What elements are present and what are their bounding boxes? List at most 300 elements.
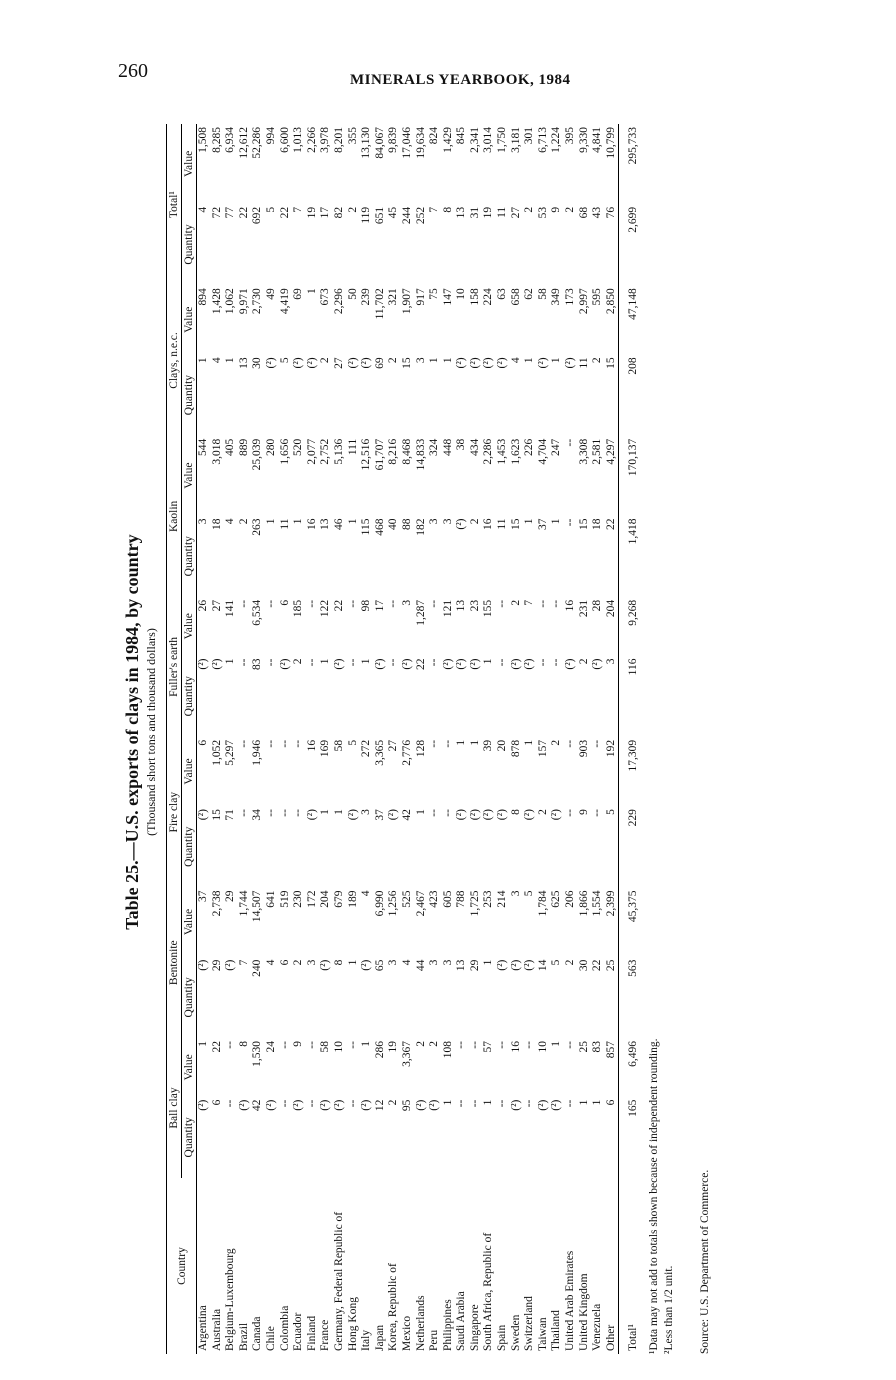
quantity-cell: -- bbox=[224, 1099, 237, 1108]
value-cell: -- bbox=[278, 1041, 291, 1049]
quantity-cell: 1 bbox=[577, 1099, 590, 1106]
value-cell: 121 bbox=[441, 599, 454, 618]
value-cell: 1 bbox=[197, 1041, 209, 1047]
value-cell: 172 bbox=[305, 890, 318, 908]
value-cell: 788 bbox=[455, 890, 468, 908]
value-cell: 2,296 bbox=[332, 288, 345, 315]
quantity-cell: (²) bbox=[523, 809, 536, 821]
value-cell: 878 bbox=[509, 739, 522, 758]
value-cell: 204 bbox=[319, 890, 332, 908]
country-cell: Philippines bbox=[441, 1299, 454, 1351]
quantity-cell: -- bbox=[428, 658, 441, 667]
value-cell: 57 bbox=[482, 1041, 495, 1053]
value-cell: 19,634 bbox=[414, 127, 427, 159]
value-cell: 1 bbox=[305, 288, 318, 294]
value-cell: 6 bbox=[278, 599, 291, 606]
value-cell: 2,341 bbox=[468, 127, 481, 153]
value-cell: -- bbox=[264, 599, 277, 608]
value-cell: 75 bbox=[428, 288, 441, 300]
quantity-cell: (²) bbox=[455, 809, 468, 821]
country-cell: Venezuela bbox=[591, 1303, 604, 1351]
quantity-cell: (²) bbox=[428, 1099, 441, 1111]
value-cell: 658 bbox=[509, 288, 522, 306]
value-cell: 8 bbox=[237, 1041, 250, 1047]
table-row bbox=[537, 124, 551, 1354]
quantity-cell: (²) bbox=[305, 809, 318, 821]
quantity-cell: 1 bbox=[441, 1099, 454, 1106]
quantity-cell: 2 bbox=[292, 658, 305, 665]
quantity-cell: 29 bbox=[210, 959, 223, 972]
quantity-cell: 15 bbox=[509, 518, 522, 531]
value-cell: 1,453 bbox=[496, 438, 509, 465]
value-cell: 1,224 bbox=[550, 127, 563, 153]
table-row bbox=[428, 124, 442, 1354]
value-cell: 1,530 bbox=[251, 1041, 264, 1067]
value-cell: 2,776 bbox=[400, 739, 413, 766]
quantity-cell: 16 bbox=[482, 518, 495, 531]
clay-exports-table bbox=[166, 124, 641, 1354]
value-cell: -- bbox=[387, 599, 400, 608]
value-cell: 4,704 bbox=[536, 438, 549, 465]
quantity-cell: 42 bbox=[400, 809, 413, 821]
value-cell: 23 bbox=[468, 599, 481, 612]
quantity-cell: (²) bbox=[523, 959, 536, 971]
value-cell: 1,429 bbox=[441, 127, 454, 153]
quantity-cell: (²) bbox=[346, 809, 359, 821]
table-row bbox=[496, 124, 510, 1354]
quantity-cell: 37 bbox=[373, 809, 386, 821]
value-cell: 7 bbox=[523, 599, 536, 606]
table-row bbox=[238, 124, 252, 1354]
quantity-cell: 29 bbox=[468, 959, 481, 972]
quantity-subheader: Quantity bbox=[182, 204, 197, 285]
quantity-cell: 45 bbox=[387, 206, 400, 219]
value-cell: 62 bbox=[523, 288, 536, 300]
quantity-cell: 88 bbox=[400, 518, 413, 531]
country-cell: Japan bbox=[373, 1324, 386, 1351]
country-cell: United Kingdom bbox=[577, 1273, 590, 1351]
value-cell: 6,713 bbox=[536, 127, 549, 153]
value-cell: 45,375 bbox=[619, 887, 641, 956]
quantity-cell: 2 bbox=[564, 206, 577, 213]
quantity-cell: 13 bbox=[455, 206, 468, 219]
quantity-cell: (²) bbox=[550, 1099, 563, 1111]
quantity-cell: 116 bbox=[619, 656, 641, 737]
quantity-cell: 3 bbox=[197, 518, 209, 525]
value-cell: 4,297 bbox=[604, 438, 617, 465]
quantity-cell: (²) bbox=[509, 959, 522, 971]
value-cell: 272 bbox=[360, 739, 373, 758]
quantity-cell: (²) bbox=[360, 1099, 373, 1111]
quantity-cell: (²) bbox=[509, 1099, 522, 1111]
value-cell: 9,839 bbox=[387, 127, 400, 153]
quantity-cell: 468 bbox=[373, 518, 386, 536]
value-cell: 2,752 bbox=[319, 438, 332, 465]
quantity-cell: -- bbox=[305, 1099, 318, 1108]
quantity-cell: (²) bbox=[360, 357, 373, 369]
value-cell: 1,744 bbox=[237, 890, 250, 917]
quantity-cell: (²) bbox=[468, 357, 481, 369]
quantity-cell: -- bbox=[387, 658, 400, 667]
value-cell: -- bbox=[564, 739, 577, 748]
value-cell: 9,330 bbox=[577, 127, 590, 153]
quantity-cell: 3 bbox=[305, 959, 318, 966]
quantity-cell: 15 bbox=[210, 809, 223, 821]
value-cell: 2 bbox=[428, 1041, 441, 1047]
quantity-cell: (²) bbox=[387, 809, 400, 821]
table-row bbox=[578, 124, 592, 1354]
value-cell: -- bbox=[224, 1041, 237, 1049]
value-cell: 1,062 bbox=[224, 288, 237, 315]
quantity-cell: 22 bbox=[237, 206, 250, 219]
quantity-cell: -- bbox=[264, 658, 277, 667]
country-cell: United Arab Emirates bbox=[564, 1250, 577, 1351]
value-cell: 20 bbox=[496, 739, 509, 752]
value-cell: 1,287 bbox=[414, 599, 427, 626]
table-row bbox=[265, 124, 279, 1354]
quantity-cell: (²) bbox=[264, 1099, 277, 1111]
value-cell: 22 bbox=[210, 1041, 223, 1053]
table-title: Table 25.—U.S. exports of clays in 1984, by country bbox=[122, 534, 142, 930]
value-cell: 98 bbox=[360, 599, 373, 612]
quantity-cell: 4 bbox=[210, 357, 223, 364]
rotated-table-block bbox=[120, 102, 730, 1362]
value-cell: 58 bbox=[536, 288, 549, 300]
column-group-header: Ball clay bbox=[167, 1038, 182, 1178]
value-cell: 889 bbox=[237, 438, 250, 457]
value-cell: 1 bbox=[455, 739, 468, 746]
column-group-header: Kaolin bbox=[167, 436, 182, 597]
quantity-cell: 5 bbox=[278, 357, 291, 364]
quantity-cell: -- bbox=[428, 809, 441, 817]
quantity-cell: 19 bbox=[305, 206, 318, 219]
quantity-cell: -- bbox=[292, 809, 305, 817]
quantity-cell: 3 bbox=[441, 518, 454, 525]
quantity-cell: 2 bbox=[387, 1099, 400, 1106]
value-cell: 405 bbox=[224, 438, 237, 457]
value-cell: 111 bbox=[346, 438, 359, 456]
value-cell: -- bbox=[428, 739, 441, 748]
value-cell: 128 bbox=[414, 739, 427, 758]
column-group-header: Clays, n.e.c. bbox=[167, 285, 182, 436]
quantity-cell: 83 bbox=[251, 658, 264, 671]
value-cell: 2,730 bbox=[251, 288, 264, 315]
value-cell: 26 bbox=[197, 599, 209, 612]
quantity-cell: 95 bbox=[400, 1099, 413, 1112]
value-cell: 3,014 bbox=[482, 127, 495, 153]
quantity-cell: (²) bbox=[468, 809, 481, 821]
value-cell: 230 bbox=[292, 890, 305, 908]
value-cell: 49 bbox=[264, 288, 277, 300]
value-cell: -- bbox=[564, 1041, 577, 1049]
quantity-cell: 27 bbox=[332, 357, 345, 369]
quantity-cell: 1 bbox=[346, 959, 359, 966]
value-cell: 27 bbox=[387, 739, 400, 752]
quantity-cell: -- bbox=[564, 1099, 577, 1108]
value-cell: 204 bbox=[604, 599, 617, 618]
value-cell: 22 bbox=[332, 599, 345, 612]
quantity-cell: 65 bbox=[373, 959, 386, 972]
value-cell: 14,507 bbox=[251, 890, 264, 923]
quantity-cell: (²) bbox=[536, 357, 549, 369]
quantity-cell: (²) bbox=[536, 1099, 549, 1111]
footnote-1: ¹Data may not add to totals shown because of independent rounding. bbox=[648, 1038, 660, 1354]
quantity-cell: 22 bbox=[414, 658, 427, 671]
value-cell: 8,216 bbox=[387, 438, 400, 465]
quantity-cell: 1 bbox=[482, 959, 495, 966]
value-cell: -- bbox=[428, 599, 441, 608]
value-cell: 206 bbox=[564, 890, 577, 908]
value-cell: 29 bbox=[224, 890, 237, 902]
quantity-cell: 11 bbox=[577, 357, 590, 369]
country-cell: Argentina bbox=[197, 1305, 209, 1351]
value-cell: 147 bbox=[441, 288, 454, 306]
table-row bbox=[415, 124, 429, 1354]
quantity-cell: (²) bbox=[305, 357, 318, 369]
quantity-cell: -- bbox=[278, 809, 291, 817]
country-cell: Belgium-Luxembourg bbox=[224, 1248, 237, 1351]
quantity-cell: 1,418 bbox=[619, 516, 641, 597]
quantity-cell: 15 bbox=[604, 357, 617, 369]
quantity-cell: 30 bbox=[251, 357, 264, 369]
table-row bbox=[292, 124, 306, 1354]
value-cell: 1,656 bbox=[278, 438, 291, 465]
value-cell: -- bbox=[237, 739, 250, 748]
value-cell: 280 bbox=[264, 438, 277, 457]
value-cell: 324 bbox=[428, 438, 441, 457]
quantity-cell: 12 bbox=[373, 1099, 386, 1112]
value-subheader: Value bbox=[182, 436, 197, 516]
value-cell: 52,286 bbox=[251, 127, 264, 159]
quantity-cell: (²) bbox=[482, 357, 495, 369]
quantity-cell: -- bbox=[237, 658, 250, 667]
value-cell: -- bbox=[564, 438, 577, 447]
quantity-cell: -- bbox=[468, 1099, 481, 1108]
value-cell: 25,039 bbox=[251, 438, 264, 471]
value-cell: 9,268 bbox=[619, 597, 641, 656]
quantity-cell: 1 bbox=[591, 1099, 604, 1106]
quantity-subheader: Quantity bbox=[182, 1097, 197, 1178]
quantity-cell: (²) bbox=[414, 1099, 427, 1111]
value-cell: 641 bbox=[264, 890, 277, 908]
quantity-cell: 263 bbox=[251, 518, 264, 536]
quantity-cell: 69 bbox=[373, 357, 386, 369]
country-cell: Germany, Federal Republic of bbox=[332, 1211, 345, 1351]
value-cell: 1,013 bbox=[292, 127, 305, 153]
table-row bbox=[333, 124, 347, 1354]
quantity-cell: 1 bbox=[550, 518, 563, 525]
quantity-cell: 1 bbox=[428, 357, 441, 364]
value-cell: 5,136 bbox=[332, 438, 345, 465]
quantity-cell: (²) bbox=[400, 658, 413, 670]
value-cell: 525 bbox=[400, 890, 413, 908]
value-cell: 10 bbox=[332, 1041, 345, 1053]
quantity-cell: 4 bbox=[264, 959, 277, 966]
value-cell: 2 bbox=[414, 1041, 427, 1047]
quantity-cell: 2 bbox=[346, 206, 359, 213]
value-cell: 2,850 bbox=[604, 288, 617, 315]
table-row bbox=[387, 124, 401, 1354]
quantity-cell: 1 bbox=[292, 518, 305, 525]
country-cell: Thailand bbox=[550, 1310, 563, 1351]
table-row bbox=[374, 124, 388, 1354]
quantity-cell: 18 bbox=[210, 518, 223, 531]
value-cell: 857 bbox=[604, 1041, 617, 1059]
value-cell: 108 bbox=[441, 1041, 454, 1059]
country-cell: France bbox=[319, 1319, 332, 1351]
quantity-cell: 563 bbox=[619, 957, 641, 1038]
value-cell: 3,978 bbox=[319, 127, 332, 153]
quantity-cell: 6 bbox=[604, 1099, 617, 1106]
value-cell: 155 bbox=[482, 599, 495, 618]
quantity-cell: 6 bbox=[278, 959, 291, 966]
value-cell: 1,907 bbox=[400, 288, 413, 315]
value-cell: 6,934 bbox=[224, 127, 237, 153]
quantity-cell: 31 bbox=[468, 206, 481, 219]
value-subheader: Value bbox=[182, 124, 197, 204]
quantity-cell: -- bbox=[496, 1099, 509, 1108]
value-cell: 27 bbox=[210, 599, 223, 612]
value-cell: 12,612 bbox=[237, 127, 250, 159]
value-cell: 192 bbox=[604, 739, 617, 758]
table-row bbox=[306, 124, 320, 1354]
quantity-cell: 7 bbox=[237, 959, 250, 966]
value-cell: -- bbox=[292, 739, 305, 748]
value-cell: 2,738 bbox=[210, 890, 223, 917]
quantity-cell: (²) bbox=[523, 658, 536, 670]
value-cell: 14,833 bbox=[414, 438, 427, 471]
quantity-cell: -- bbox=[237, 809, 250, 817]
country-header: Country bbox=[167, 1178, 197, 1354]
quantity-cell: (²) bbox=[455, 658, 468, 670]
quantity-cell: 9 bbox=[577, 809, 590, 815]
quantity-cell: 44 bbox=[414, 959, 427, 972]
value-cell: 3 bbox=[509, 890, 522, 897]
quantity-cell: 7 bbox=[428, 206, 441, 213]
quantity-cell: 53 bbox=[536, 206, 549, 219]
quantity-cell: (²) bbox=[292, 1099, 305, 1111]
quantity-cell: (²) bbox=[509, 658, 522, 670]
value-cell: 13 bbox=[455, 599, 468, 612]
quantity-cell: (²) bbox=[373, 658, 386, 670]
value-cell: 824 bbox=[428, 127, 441, 145]
quantity-cell: 1 bbox=[319, 809, 332, 815]
value-cell: 4 bbox=[360, 890, 373, 897]
quantity-cell: 2 bbox=[387, 357, 400, 364]
quantity-cell: (²) bbox=[197, 658, 209, 670]
quantity-cell: (²) bbox=[496, 357, 509, 369]
value-cell: 38 bbox=[455, 438, 468, 451]
value-subheader: Value bbox=[182, 597, 197, 656]
quantity-cell: 651 bbox=[373, 206, 386, 225]
quantity-cell: 1 bbox=[346, 518, 359, 525]
quantity-subheader: Quantity bbox=[182, 957, 197, 1038]
quantity-cell: 8 bbox=[509, 809, 522, 815]
value-cell: -- bbox=[496, 1041, 509, 1049]
quantity-cell: 1 bbox=[523, 518, 536, 525]
value-cell: 5 bbox=[523, 890, 536, 897]
quantity-cell: -- bbox=[536, 658, 549, 667]
table-row bbox=[550, 124, 564, 1354]
quantity-cell: (²) bbox=[210, 658, 223, 670]
column-group-header: Total¹ bbox=[167, 124, 182, 285]
value-cell: 2 bbox=[550, 739, 563, 746]
quantity-cell: (²) bbox=[278, 658, 291, 670]
table-row bbox=[523, 124, 537, 1354]
value-cell: 11,702 bbox=[373, 288, 386, 320]
value-cell: 2,467 bbox=[414, 890, 427, 917]
quantity-cell: 115 bbox=[360, 518, 373, 536]
value-cell: 395 bbox=[564, 127, 577, 145]
value-cell: 903 bbox=[577, 739, 590, 758]
value-cell: 1 bbox=[523, 739, 536, 746]
table-row bbox=[319, 124, 333, 1354]
value-cell: 321 bbox=[387, 288, 400, 306]
value-cell: 24 bbox=[264, 1041, 277, 1053]
quantity-cell: -- bbox=[441, 809, 454, 817]
quantity-cell: 11 bbox=[278, 518, 291, 530]
quantity-cell: 46 bbox=[332, 518, 345, 531]
value-cell: -- bbox=[305, 1041, 318, 1049]
quantity-cell: 1 bbox=[414, 809, 427, 815]
value-cell: 3,018 bbox=[210, 438, 223, 465]
table-row bbox=[360, 124, 374, 1354]
value-cell: 448 bbox=[441, 438, 454, 457]
quantity-cell: 3 bbox=[441, 959, 454, 966]
value-cell: 214 bbox=[496, 890, 509, 908]
table-row bbox=[455, 124, 469, 1354]
quantity-cell: 1 bbox=[482, 1099, 495, 1106]
table-row bbox=[401, 124, 415, 1354]
quantity-cell: 2 bbox=[523, 206, 536, 213]
country-cell: Hong Kong bbox=[346, 1297, 359, 1351]
quantity-cell: 25 bbox=[604, 959, 617, 972]
value-cell: 37 bbox=[197, 890, 209, 902]
quantity-cell: (²) bbox=[197, 959, 209, 971]
country-cell: Total¹ bbox=[619, 1178, 641, 1354]
quantity-cell: -- bbox=[346, 658, 359, 667]
value-cell: 1,428 bbox=[210, 288, 223, 315]
value-cell: 1,554 bbox=[591, 890, 604, 917]
quantity-cell: 1 bbox=[224, 357, 237, 364]
quantity-subheader: Quantity bbox=[182, 354, 197, 435]
quantity-cell: 15 bbox=[577, 518, 590, 531]
value-cell: 58 bbox=[332, 739, 345, 752]
value-cell: 6,534 bbox=[251, 599, 264, 626]
value-cell: 63 bbox=[496, 288, 509, 300]
value-cell: 10 bbox=[536, 1041, 549, 1053]
country-cell: Mexico bbox=[400, 1315, 413, 1351]
value-cell: 894 bbox=[197, 288, 209, 306]
value-cell: 10,799 bbox=[604, 127, 617, 159]
quantity-cell: 1 bbox=[523, 357, 536, 364]
quantity-cell: 1 bbox=[482, 658, 495, 665]
quantity-cell: 7 bbox=[292, 206, 305, 213]
quantity-cell: 37 bbox=[536, 518, 549, 531]
country-cell: Brazil bbox=[237, 1322, 250, 1351]
quantity-cell: 5 bbox=[264, 206, 277, 213]
quantity-cell: 40 bbox=[387, 518, 400, 531]
value-cell: 1 bbox=[360, 1041, 373, 1047]
quantity-cell: 4 bbox=[400, 959, 413, 966]
quantity-cell: (²) bbox=[550, 809, 563, 821]
page-number: 260 bbox=[118, 60, 148, 82]
value-cell: 226 bbox=[523, 438, 536, 457]
value-cell: 17 bbox=[373, 599, 386, 612]
quantity-cell: 8 bbox=[441, 206, 454, 213]
value-cell: 1,750 bbox=[496, 127, 509, 153]
quantity-cell: 4 bbox=[509, 357, 522, 364]
